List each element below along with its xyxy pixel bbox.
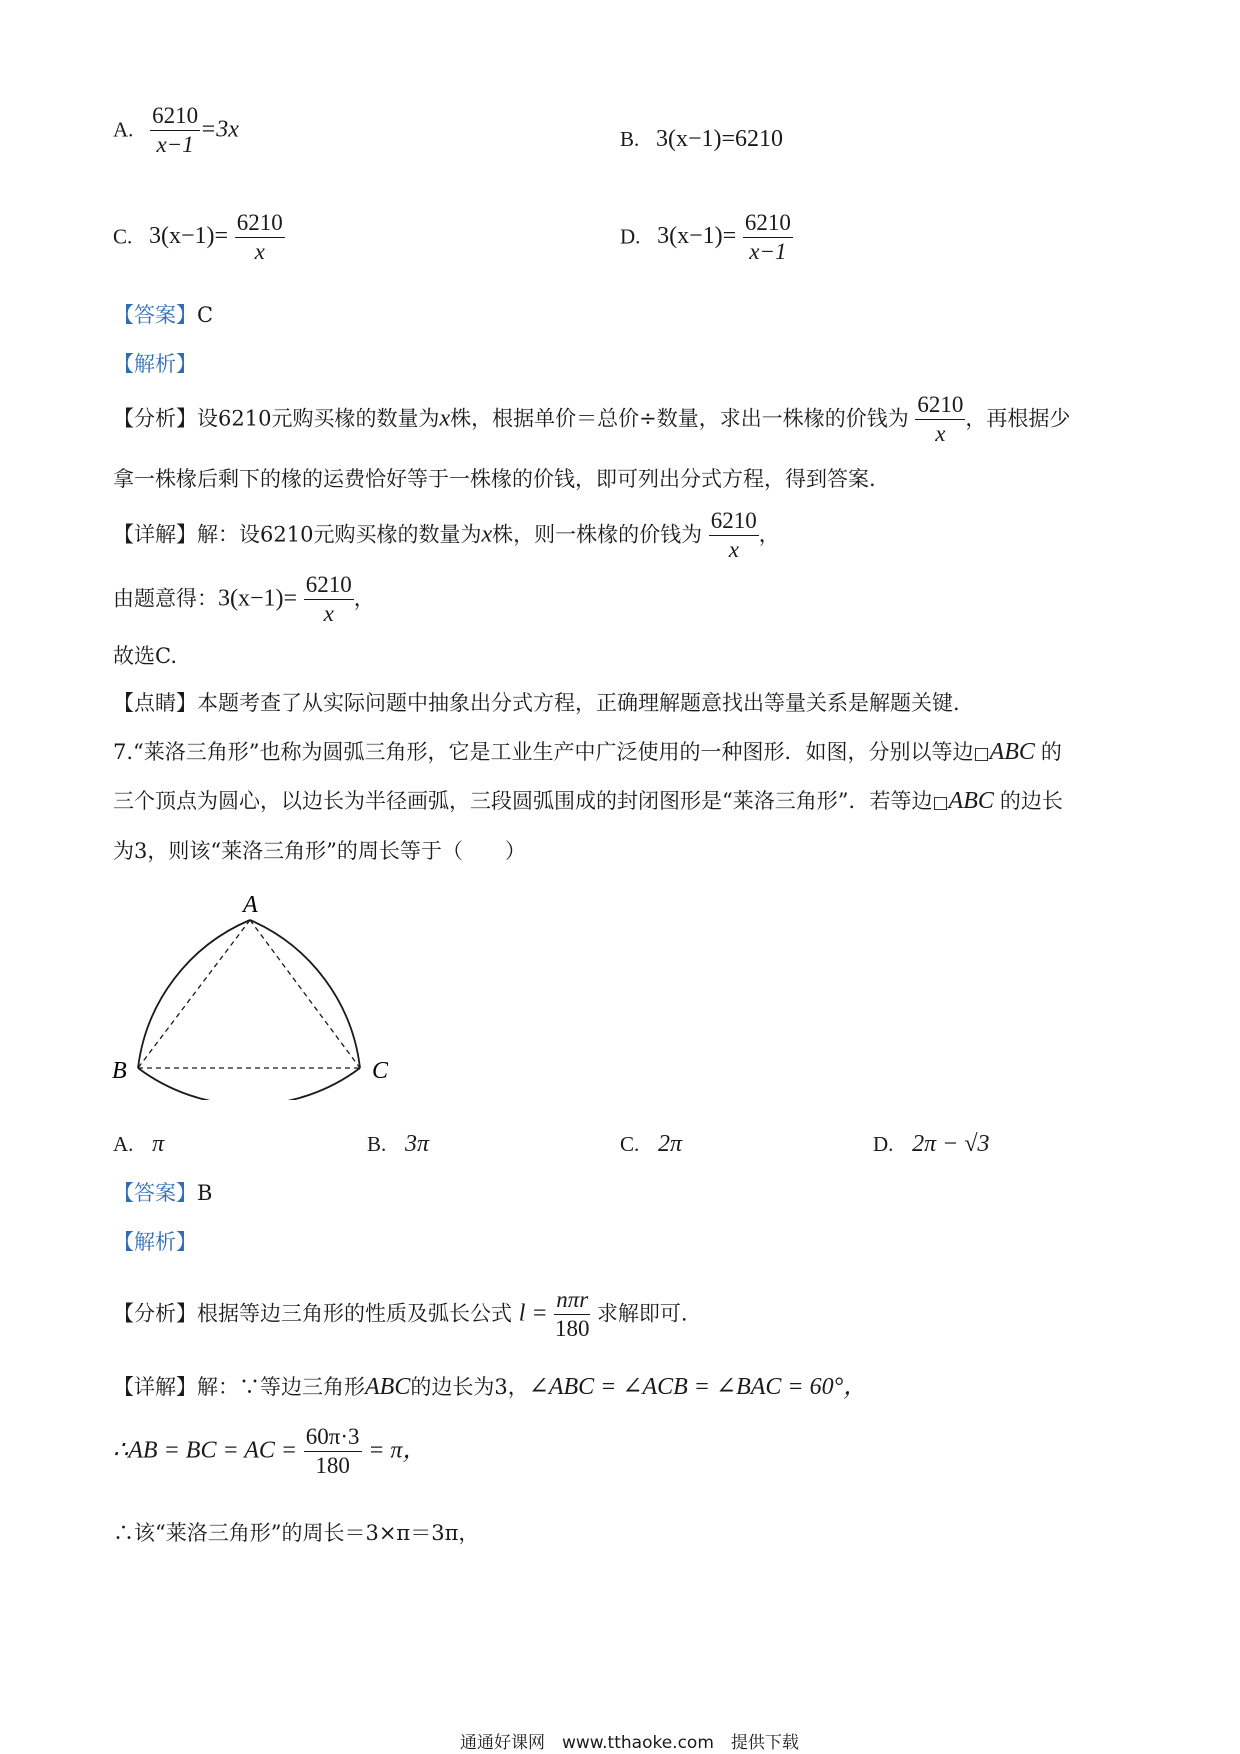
option-label: B. — [620, 127, 640, 151]
q7-analysis-tag: 【解析】 — [113, 1230, 197, 1254]
fraction: $\frac{\text{nπr}}{180}$ — [554, 1287, 590, 1342]
q7-stem-line3: 为3，则该“莱洛三角形”的周长等于（ ） — [113, 839, 526, 863]
fraction: $\frac{6210}{x}$ — [917, 392, 964, 447]
dashed-side-ac — [250, 920, 360, 1068]
q6-option-c — [113, 210, 285, 266]
q7-option-b: B. 3π — [367, 1131, 429, 1157]
q6-option-d — [620, 210, 793, 266]
fraction: $\frac{6210}{x-1}$ — [744, 210, 791, 265]
q6-analysis-tag: 【解析】 — [113, 352, 197, 376]
q7-step3: ∴该“莱洛三角形”的周长＝3×π＝3π， — [113, 1521, 480, 1545]
dashed-side-ab — [138, 920, 250, 1068]
xiangjie-tag: 【详解】 — [113, 1375, 197, 1399]
q6-xiangjie: 【详解】解：设6210元购买椽的数量为x株，则一株椽的价钱为 $\frac{6210}{x}$ ， — [113, 508, 780, 563]
fraction: $\frac{6210}{x}$ — [305, 572, 352, 627]
q6-fenxi: 【分析】设6210元购买椽的数量为x株，根据单价＝总价÷数量，求出一株椽的价钱为 $\frac{6210}{x}$ ，再根据少 — [113, 392, 1071, 447]
answer-tag: 【答案】 — [113, 1181, 197, 1205]
equation-lhs: 3(x−1)= — [657, 223, 737, 250]
fraction: $\frac{6210}{x}$ — [236, 210, 283, 265]
q6-dianjing: 【点睛】本题考查了从实际问题中抽象出分式方程，正确理解题意找出等量关系是解题关键. — [113, 691, 960, 715]
q6-option-a — [113, 103, 239, 159]
q7-stem-line2: 三个顶点为圆心，以边长为半径画弧，三段圆弧围成的封闭图形是“莱洛三角形”．若等边□ABC 的边长 — [113, 788, 1063, 814]
equation-lhs: 3(x−1)= — [148, 223, 229, 250]
vertex-label-b: B — [112, 1058, 127, 1084]
q7-fenxi: 【分析】根据等边三角形的性质及弧长公式 l = $\frac{\text{nπr}}{180}$ 求解即可. — [113, 1287, 688, 1342]
fraction: $\frac{60\pi\cdot 3}{180}$ — [305, 1424, 360, 1479]
fraction: $\frac{6210}{x}$ — [710, 508, 757, 563]
arc-bc — [138, 1068, 360, 1100]
option-label: D. — [620, 224, 641, 249]
reuleaux-triangle-diagram — [100, 880, 420, 1100]
xiangjie-tag: 【详解】 — [113, 522, 197, 547]
page-footer: 通通好课网 www.tthaoke.com 提供下载 — [460, 1733, 799, 1753]
dianjing-tag: 【点睛】 — [113, 691, 197, 715]
vertex-label-c: C — [372, 1058, 389, 1084]
q7-option-a: A. π — [113, 1131, 165, 1157]
vertex-label-a: A — [243, 892, 258, 918]
q6-equation: 由题意得：3(x−1)= $\frac{6210}{x}$ ， — [113, 572, 375, 627]
fenxi-tag: 【分析】 — [113, 1301, 197, 1326]
q7-step2: ∴AB = BC = AC = $\frac{60\pi\cdot 3}{180}$ = π， — [113, 1424, 427, 1479]
q6-choose: 故选C. — [113, 644, 177, 668]
fraction: $\frac{6210}{x-1}$ — [152, 103, 199, 158]
answer-tag: 【答案】 — [113, 303, 197, 327]
answer-value: B — [197, 1181, 213, 1205]
option-label: C. — [113, 224, 133, 249]
q7-option-d: D. 2π − √3 — [873, 1131, 990, 1157]
q7-answer — [113, 1176, 212, 1210]
option-label: A. — [113, 117, 134, 142]
equation: 3(x−1)=6210 — [655, 126, 784, 152]
q7-stem-line1: 7.“莱洛三角形”也称为圆弧三角形，它是工业生产中广泛使用的一种图形．如图，分别以等边□ABC 的 — [113, 739, 1062, 765]
q7-xiangjie: 【详解】解：∵等边三角形ABC的边长为3，∠ABC = ∠ACB = ∠BAC = 60°， — [113, 1374, 868, 1400]
q6-answer — [113, 298, 213, 332]
q6-option-b — [620, 126, 783, 153]
fenxi-tag: 【分析】 — [113, 406, 197, 431]
q6-fenxi-line2: 拿一株椽后剩下的椽的运费恰好等于一株椽的价钱，即可列出分式方程，得到答案. — [113, 467, 876, 491]
equation-rhs: =3x — [200, 116, 239, 143]
q7-option-c: C. 2π — [620, 1131, 682, 1157]
answer-value: C — [197, 303, 214, 327]
